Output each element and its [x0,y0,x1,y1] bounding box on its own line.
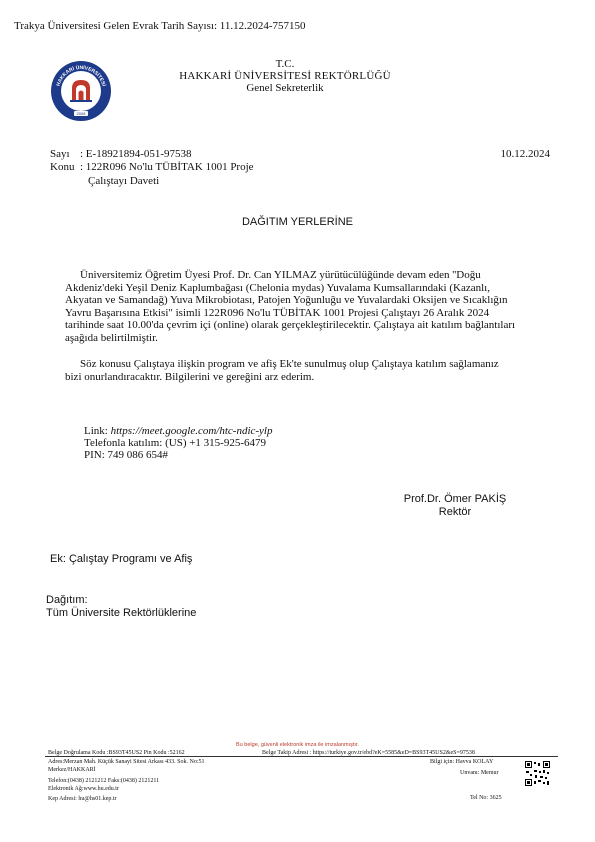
body-line: Akdeniz'deki Yeşil Deniz Kaplumbağası (Chelonia mydas) Yuvalama Kumsallarındaki (Kazanlı, [65,281,490,294]
signatory-name: Prof.Dr. Ömer PAKİŞ [403,493,507,505]
footer-address-1: Adres:Merzan Mah. Küçük Sanayi Sitesi Arkası 433. Sok. No:51 [48,759,205,765]
distribution-label: Dağıtım: [46,594,88,606]
konu-label: Konu [50,161,75,173]
document-date: 10.12.2024 [500,148,550,160]
attachments: Ek: Çalıştay Programı ve Afiş [50,553,193,565]
konu-value-1: : 122R096 No'lu TÜBİTAK 1001 Proje [80,161,254,173]
distribution-title: DAĞITIM YERLERİNE [241,216,354,228]
meeting-pin: PIN: 749 086 654# [84,449,169,461]
body-line: Akyatan ve Samandağ) Yuva Mikrobiotası, Patojen Yoğunluğu ve Yuvalardaki Oksijen ve Sıcaklığın [65,294,508,307]
header-university: HAKKARİ ÜNİVERSİTESİ REKTÖRLÜĞÜ [179,70,391,82]
konu-value-2: Çalıştayı Daveti [88,175,160,187]
footer-web: Elektronik Ağ:www.hu.edu.tr [48,786,119,792]
footer-address-2: Merkez/HAKKARİ [48,767,96,773]
body-line: Yavru Başarısına Etkisi" isimli 122R096 No'lu TÜBİTAK 1001 Projesi Çalıştayı 26 Aralık 2024 [65,306,490,319]
distribution-value: Tüm Üniversite Rektörlüklerine [46,607,197,619]
body-paragraph-1 [65,269,545,345]
incoming-document-stamp: Trakya Üniversitesi Gelen Evrak Tarih Sayısı: 11.12.2024-757150 [14,20,306,32]
verification-code: Belge Doğrulama Kodu :BS93T45US2 Pin Kodu :52162 [48,750,185,756]
meeting-link-row [84,425,273,437]
svg-text:2008: 2008 [76,111,86,116]
sayi-label: Sayı [50,148,70,160]
header-tc: T.C. [275,58,295,70]
body-line: bizi onurlandıracaktır. Bilgilerini ve gereğini arz ederim. [65,370,315,383]
meeting-info [84,425,273,461]
phone-join: Telefonla katılım: (US) +1 315-925-6479 [84,437,267,449]
body-line: Söz konusu Çalıştaya ilişkin program ve afiş Ek'te sunulmuş olup Çalıştaya katılım sağlamanız [80,358,499,370]
distribution-block [46,594,196,620]
link-label: Link: [84,425,111,437]
university-logo [50,60,112,122]
signature-block [395,493,515,519]
e-signature-note: Bu belge, güvenli elektronik imza ile imzalanmıştır. [236,742,359,748]
qr-code-icon [525,761,550,786]
body-line: aşağıda belirtilmiştir. [65,331,158,344]
contact-person: Bilgi için: Havva KOLAY [430,759,494,765]
body-line: Üniversitemiz Öğretim Üyesi Prof. Dr. Can YILMAZ yürütücülüğünde devam eden ''Doğu [80,269,481,281]
contact-title: Unvanı: Memur [460,770,499,776]
signatory-title: Rektör [438,506,472,518]
body-line: tarihinde saat 10.00'da çevrim içi (online) olarak gerçekleştirilecektir. Çalıştaya ait katılım bağlantıları [65,319,516,332]
contact-phone: Tel No: 3625 [470,795,502,801]
footer-divider [45,756,558,757]
sayi-value: : E-18921894-051-97538 [80,148,192,160]
meeting-link[interactable]: https://meet.google.com/htc-ndic-ylp [110,425,273,437]
footer-phone: Telefon:(0438) 2121212 Faks:(0438) 2121211 [48,778,160,784]
header-department: Genel Sekreterlik [246,82,324,94]
svg-text:HAKKARİ ÜNİVERSİTESİ: HAKKARİ ÜNİVERSİTESİ [55,64,107,87]
body-paragraph-2 [65,358,545,383]
footer-kep: Kep Adresi: hu@hs01.kep.tr [48,796,117,802]
tracking-address[interactable]: Belge Takip Adresi : https://turkiye.gov.tr/ebd?eK=5585&eD=BS93T45US2&eS=97538 [262,750,475,756]
